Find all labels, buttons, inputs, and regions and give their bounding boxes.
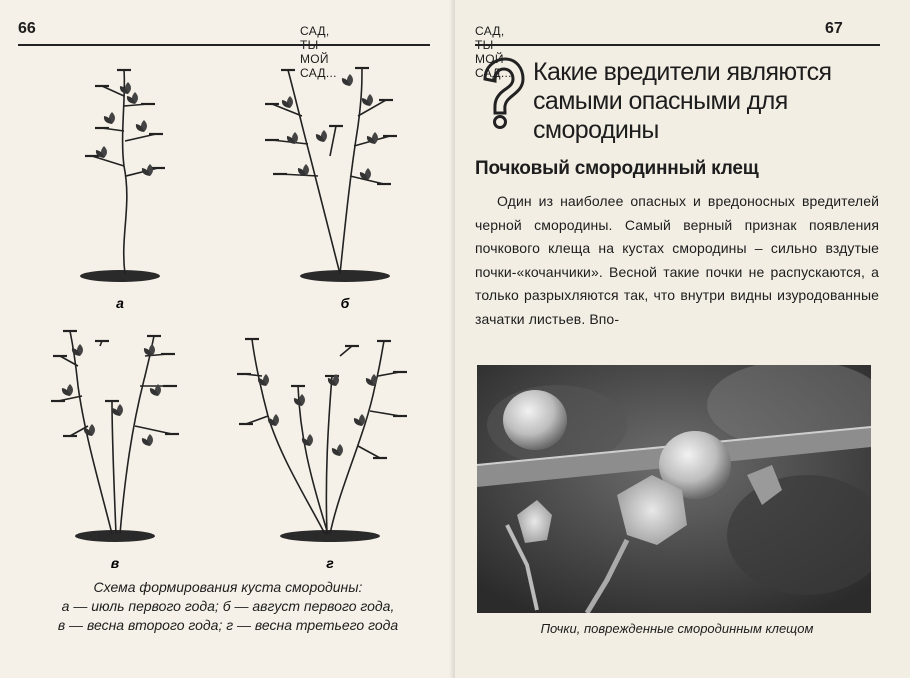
scheme-caption-title: Схема формирования куста смородины:: [93, 579, 363, 595]
label-g: г: [326, 555, 334, 571]
left-page-number: 66: [18, 20, 36, 37]
right-header-rule: [475, 44, 880, 46]
label-a: а: [116, 295, 124, 311]
question-mark-icon: [477, 57, 525, 129]
right-page-number: 67: [825, 20, 843, 37]
buds-photo-image: [477, 365, 871, 613]
scheme-caption-line-2: в — весна второго года; г — весна третьего года: [57, 617, 399, 633]
mite-damaged-buds-photo: [477, 365, 871, 613]
bush-g-drawing: [237, 339, 407, 542]
right-running-head: САД, МОЙ САД...: [475, 24, 512, 80]
left-header-rule: [18, 44, 430, 46]
section-heading: Какие вредители являются самыми опасными для смородины: [533, 58, 832, 144]
bush-illustrations: [40, 56, 420, 576]
bush-v-drawing: [51, 331, 179, 542]
left-running-head: САД, МОЙ САД...: [300, 24, 337, 80]
bush-b-drawing: [265, 68, 397, 282]
scheme-caption: [18, 578, 438, 635]
label-b: б: [340, 295, 350, 311]
bush-a-drawing: [80, 70, 165, 282]
label-v: в: [110, 555, 120, 571]
subsection-heading: Почковый смородинный клещ: [475, 158, 759, 179]
right-page: [455, 0, 910, 678]
photo-caption: Почки, поврежденные смородинным клещом: [540, 621, 814, 636]
body-paragraph: [475, 190, 879, 331]
body-text: Один из наиболее опасных и вредоносных вредителей черной смородины. Самый верный признак появления почкового клеща на кустах смородины – сильно вздутые почки-«кочанчики». Весной такие почки не распускаются, а только разрыхляются так, что внутри видны изуродованные зачатки листьев. Впо-: [475, 193, 879, 327]
currant-bush-scheme: [40, 56, 420, 576]
scheme-caption-line-1: а — июль первого года; б — август первого года,: [61, 598, 395, 614]
